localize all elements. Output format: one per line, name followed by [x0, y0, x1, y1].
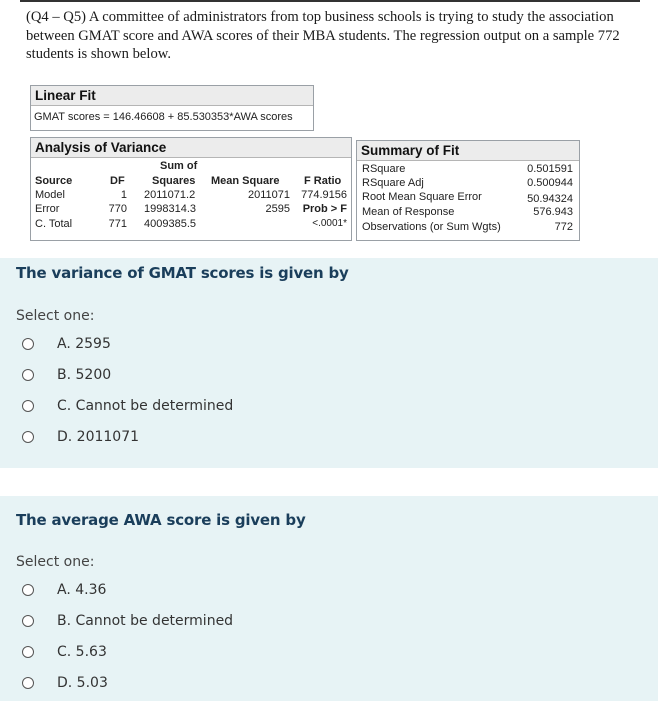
anova-table	[31, 158, 351, 236]
summary-of-fit-table	[357, 161, 579, 237]
fit-value: 50.94324	[527, 193, 573, 205]
anova-header-source: Source	[35, 175, 73, 187]
fit-label: RSquare	[362, 163, 406, 175]
answer-option-c[interactable]	[22, 642, 107, 662]
anova-panel	[30, 137, 352, 241]
answer-option-d[interactable]	[22, 673, 108, 693]
summary-of-fit-title: Summary of Fit	[357, 141, 579, 161]
fit-value: 0.500944	[527, 177, 573, 189]
answer-option-b[interactable]	[22, 611, 233, 631]
option-label[interactable]: B. 5200	[57, 367, 112, 383]
anova-header-f: F Ratio	[304, 175, 342, 187]
question-intro	[0, 0, 658, 258]
prompt-text: (Q4 – Q5) A committee of administrators from top business schools is trying to study the association between GMAT score and AWA scores of their MBA students. The regression output on a sample 772 students is shown below.	[26, 9, 620, 62]
radio-button[interactable]	[22, 431, 34, 443]
option-label[interactable]: D. 5.03	[57, 675, 108, 691]
fit-label: Observations (or Sum Wgts)	[362, 221, 501, 233]
fit-row	[362, 177, 573, 191]
radio-button[interactable]	[22, 338, 34, 350]
anova-row-df: 771	[108, 218, 127, 230]
anova-row-source: Error	[35, 203, 60, 215]
linear-fit-panel	[30, 85, 314, 131]
fit-row	[362, 191, 573, 205]
question-text: The variance of GMAT scores is given by	[16, 264, 349, 282]
option-label[interactable]: C. Cannot be determined	[57, 398, 234, 414]
fit-label: Mean of Response	[362, 206, 455, 218]
radio-button[interactable]	[22, 400, 34, 412]
anova-row-f: 774.9156	[301, 189, 347, 201]
fit-value: 772	[554, 221, 573, 233]
select-one-label: Select one:	[16, 308, 95, 324]
option-label[interactable]: A. 4.36	[57, 582, 107, 598]
anova-prob-label: Prob > F	[302, 203, 347, 215]
answer-option-a[interactable]	[22, 334, 111, 354]
option-label[interactable]: C. 5.63	[57, 644, 107, 660]
radio-button[interactable]	[22, 646, 34, 658]
select-one-label: Select one:	[16, 554, 95, 570]
anova-prob-value: <.0001*	[312, 218, 347, 229]
fit-row	[362, 163, 573, 177]
anova-row-source: C. Total	[35, 218, 73, 230]
answer-option-c[interactable]	[22, 396, 233, 416]
anova-row-ms: 2595	[265, 203, 290, 215]
anova-row-ms: 2011071	[247, 189, 290, 201]
anova-row-ss: 4009385.5	[144, 218, 196, 230]
radio-button[interactable]	[22, 584, 34, 596]
anova-header-df: DF	[110, 175, 125, 187]
linear-fit-title: Linear Fit	[31, 86, 313, 106]
question-text: The average AWA score is given by	[16, 511, 306, 529]
radio-button[interactable]	[22, 369, 34, 381]
fit-value: 0.501591	[527, 163, 573, 175]
top-divider	[20, 0, 640, 2]
answer-option-b[interactable]	[22, 365, 111, 385]
radio-button[interactable]	[22, 677, 34, 689]
linear-fit-equation: GMAT scores = 146.46608 + 85.530353*AWA scores	[34, 111, 293, 123]
anova-row-df: 770	[108, 203, 127, 215]
fit-label: Root Mean Square Error	[362, 191, 482, 203]
radio-button[interactable]	[22, 615, 34, 627]
fit-label: RSquare Adj	[362, 177, 424, 189]
anova-header-ss-line2: Squares	[152, 175, 196, 187]
anova-header-ms: Mean Square	[211, 175, 280, 187]
option-label[interactable]: A. 2595	[57, 336, 111, 352]
fit-row	[362, 221, 573, 235]
anova-header-ss-line1: Sum of	[160, 160, 198, 172]
anova-row-ss: 1998314.3	[144, 203, 196, 215]
anova-title: Analysis of Variance	[31, 138, 351, 158]
option-label[interactable]: B. Cannot be determined	[57, 613, 234, 629]
anova-row-df: 1	[120, 189, 127, 201]
fit-row	[362, 206, 573, 220]
question-block-q5	[0, 496, 658, 701]
answer-option-a[interactable]	[22, 580, 106, 600]
summary-of-fit-panel	[356, 140, 580, 241]
answer-option-d[interactable]	[22, 427, 139, 447]
fit-value: 576.943	[533, 206, 573, 218]
anova-row-ss: 2011071.2	[144, 189, 196, 201]
question-block-q4	[0, 258, 658, 468]
option-label[interactable]: D. 2011071	[57, 429, 140, 445]
anova-row-source: Model	[35, 189, 65, 201]
